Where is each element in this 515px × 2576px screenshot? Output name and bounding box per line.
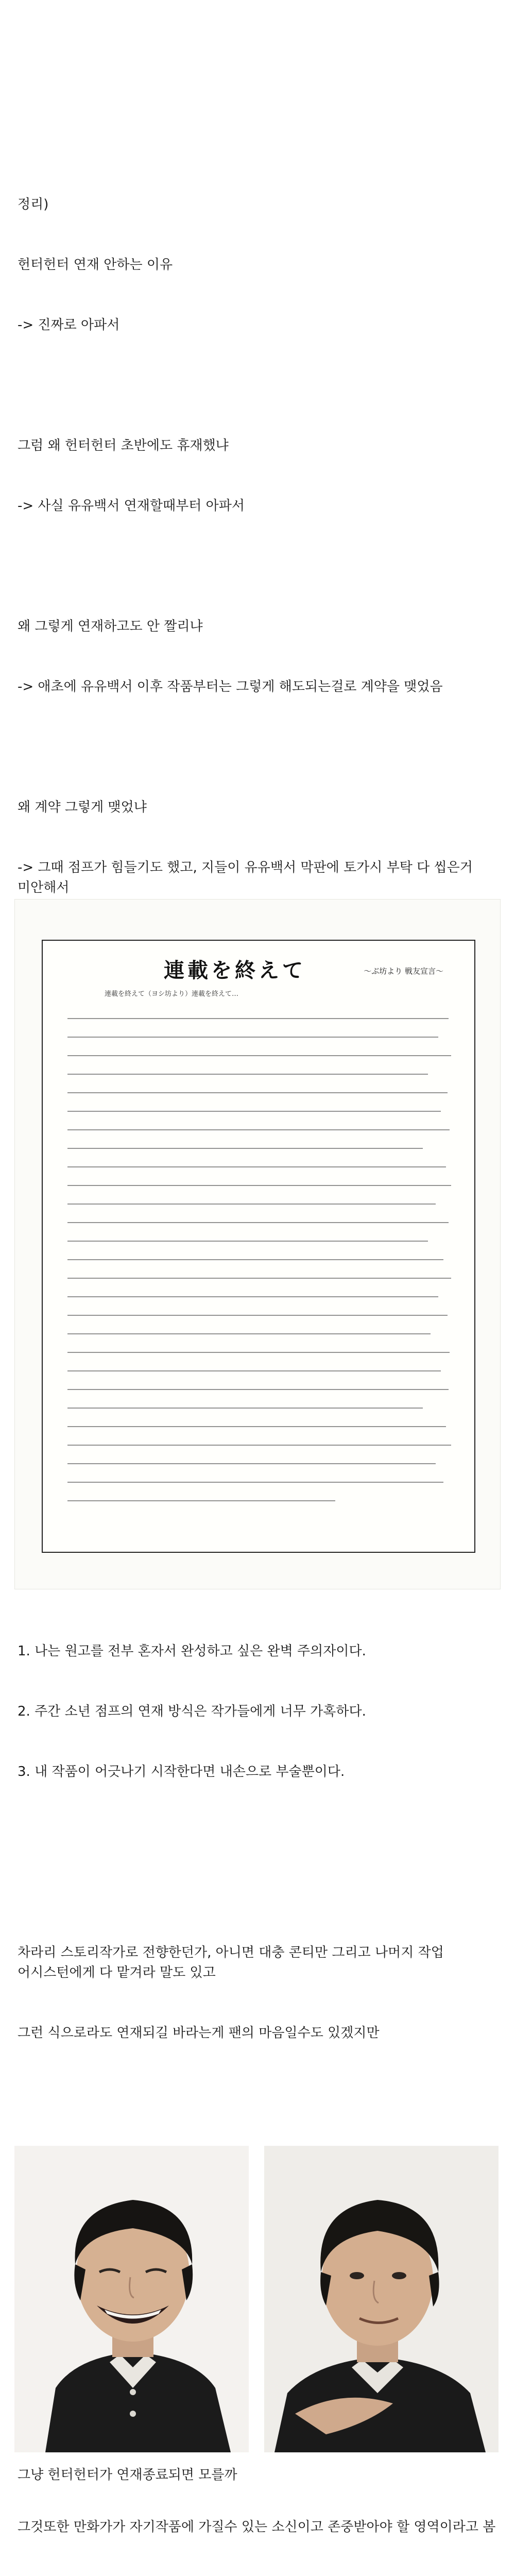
afterword-byline: ～ぶ坊より 戦友宣言～ <box>364 967 443 976</box>
text-line: 차라리 스토리작가로 전향한던가, 아니면 대충 콘티만 그리고 나머지 작업 어시스턴에게 다 맡겨라 말도 있고 <box>18 1945 449 1980</box>
text-line: 1. 나는 원고를 전부 혼자서 완성하고 싶은 완벽 주의자이다. <box>18 1643 366 1659</box>
text-line <box>18 1883 496 1903</box>
text-line: 3. 내 작품이 어긋나기 시작한다면 내손으로 부술뿐이다. <box>18 1764 345 1780</box>
text-line: 헌터헌터 연재 안하는 이유 <box>18 257 173 273</box>
text-line: -> 사실 유유백서 연재할때부터 아파서 <box>18 498 245 514</box>
text-line: 그냥 헌터헌터가 연재종료되면 모를까 <box>18 2467 237 2483</box>
afterword-page <box>42 940 475 1553</box>
text-line: -> 그때 점프가 힘들기도 했고, 지들이 유유백서 막판에 토가시 부탁 다 씹은거 미안해서 <box>18 860 477 895</box>
text-line: 정리) <box>18 197 49 212</box>
text-line <box>18 376 496 396</box>
author-photo-smiling <box>14 2146 249 2452</box>
afterword-subtitle: 連載を終えて（ヨシ坊より）連載を終えて… <box>105 990 239 998</box>
text-line: 그것또한 만화가가 자기작품에 가질수 있는 소신이고 존중받아야 할 영역이라고 봄 <box>18 2519 496 2535</box>
text-line <box>18 1822 496 1842</box>
text-line <box>18 556 496 577</box>
text-line <box>18 2083 496 2104</box>
author-photos <box>14 2146 501 2455</box>
afterword-title: 連載を終えて <box>164 958 306 982</box>
text-line: 왜 그렇게 연재하고도 안 짤리냐 <box>18 619 203 634</box>
post-text-section-3 <box>18 2477 496 2576</box>
text-line: 그럼 왜 헌터헌터 초반에도 휴재했냐 <box>18 438 229 453</box>
author-photo-portrait <box>264 2146 499 2452</box>
text-line: 그런 식으로라도 연재되길 바라는게 팬의 마음일수도 있겠지만 <box>18 2025 380 2041</box>
text-line: -> 진짜로 아파서 <box>18 317 120 333</box>
text-line <box>18 737 496 757</box>
text-line: 2. 주간 소년 점프의 연재 방식은 작가들에게 너무 가혹하다. <box>18 1704 366 1719</box>
text-line: 왜 계약 그렇게 맺었냐 <box>18 800 147 815</box>
text-line: -> 애초에 유유백서 이후 작품부터는 그렇게 해도되는걸로 계약을 맺었음 <box>18 679 443 694</box>
manga-afterword-scan <box>14 899 501 1589</box>
